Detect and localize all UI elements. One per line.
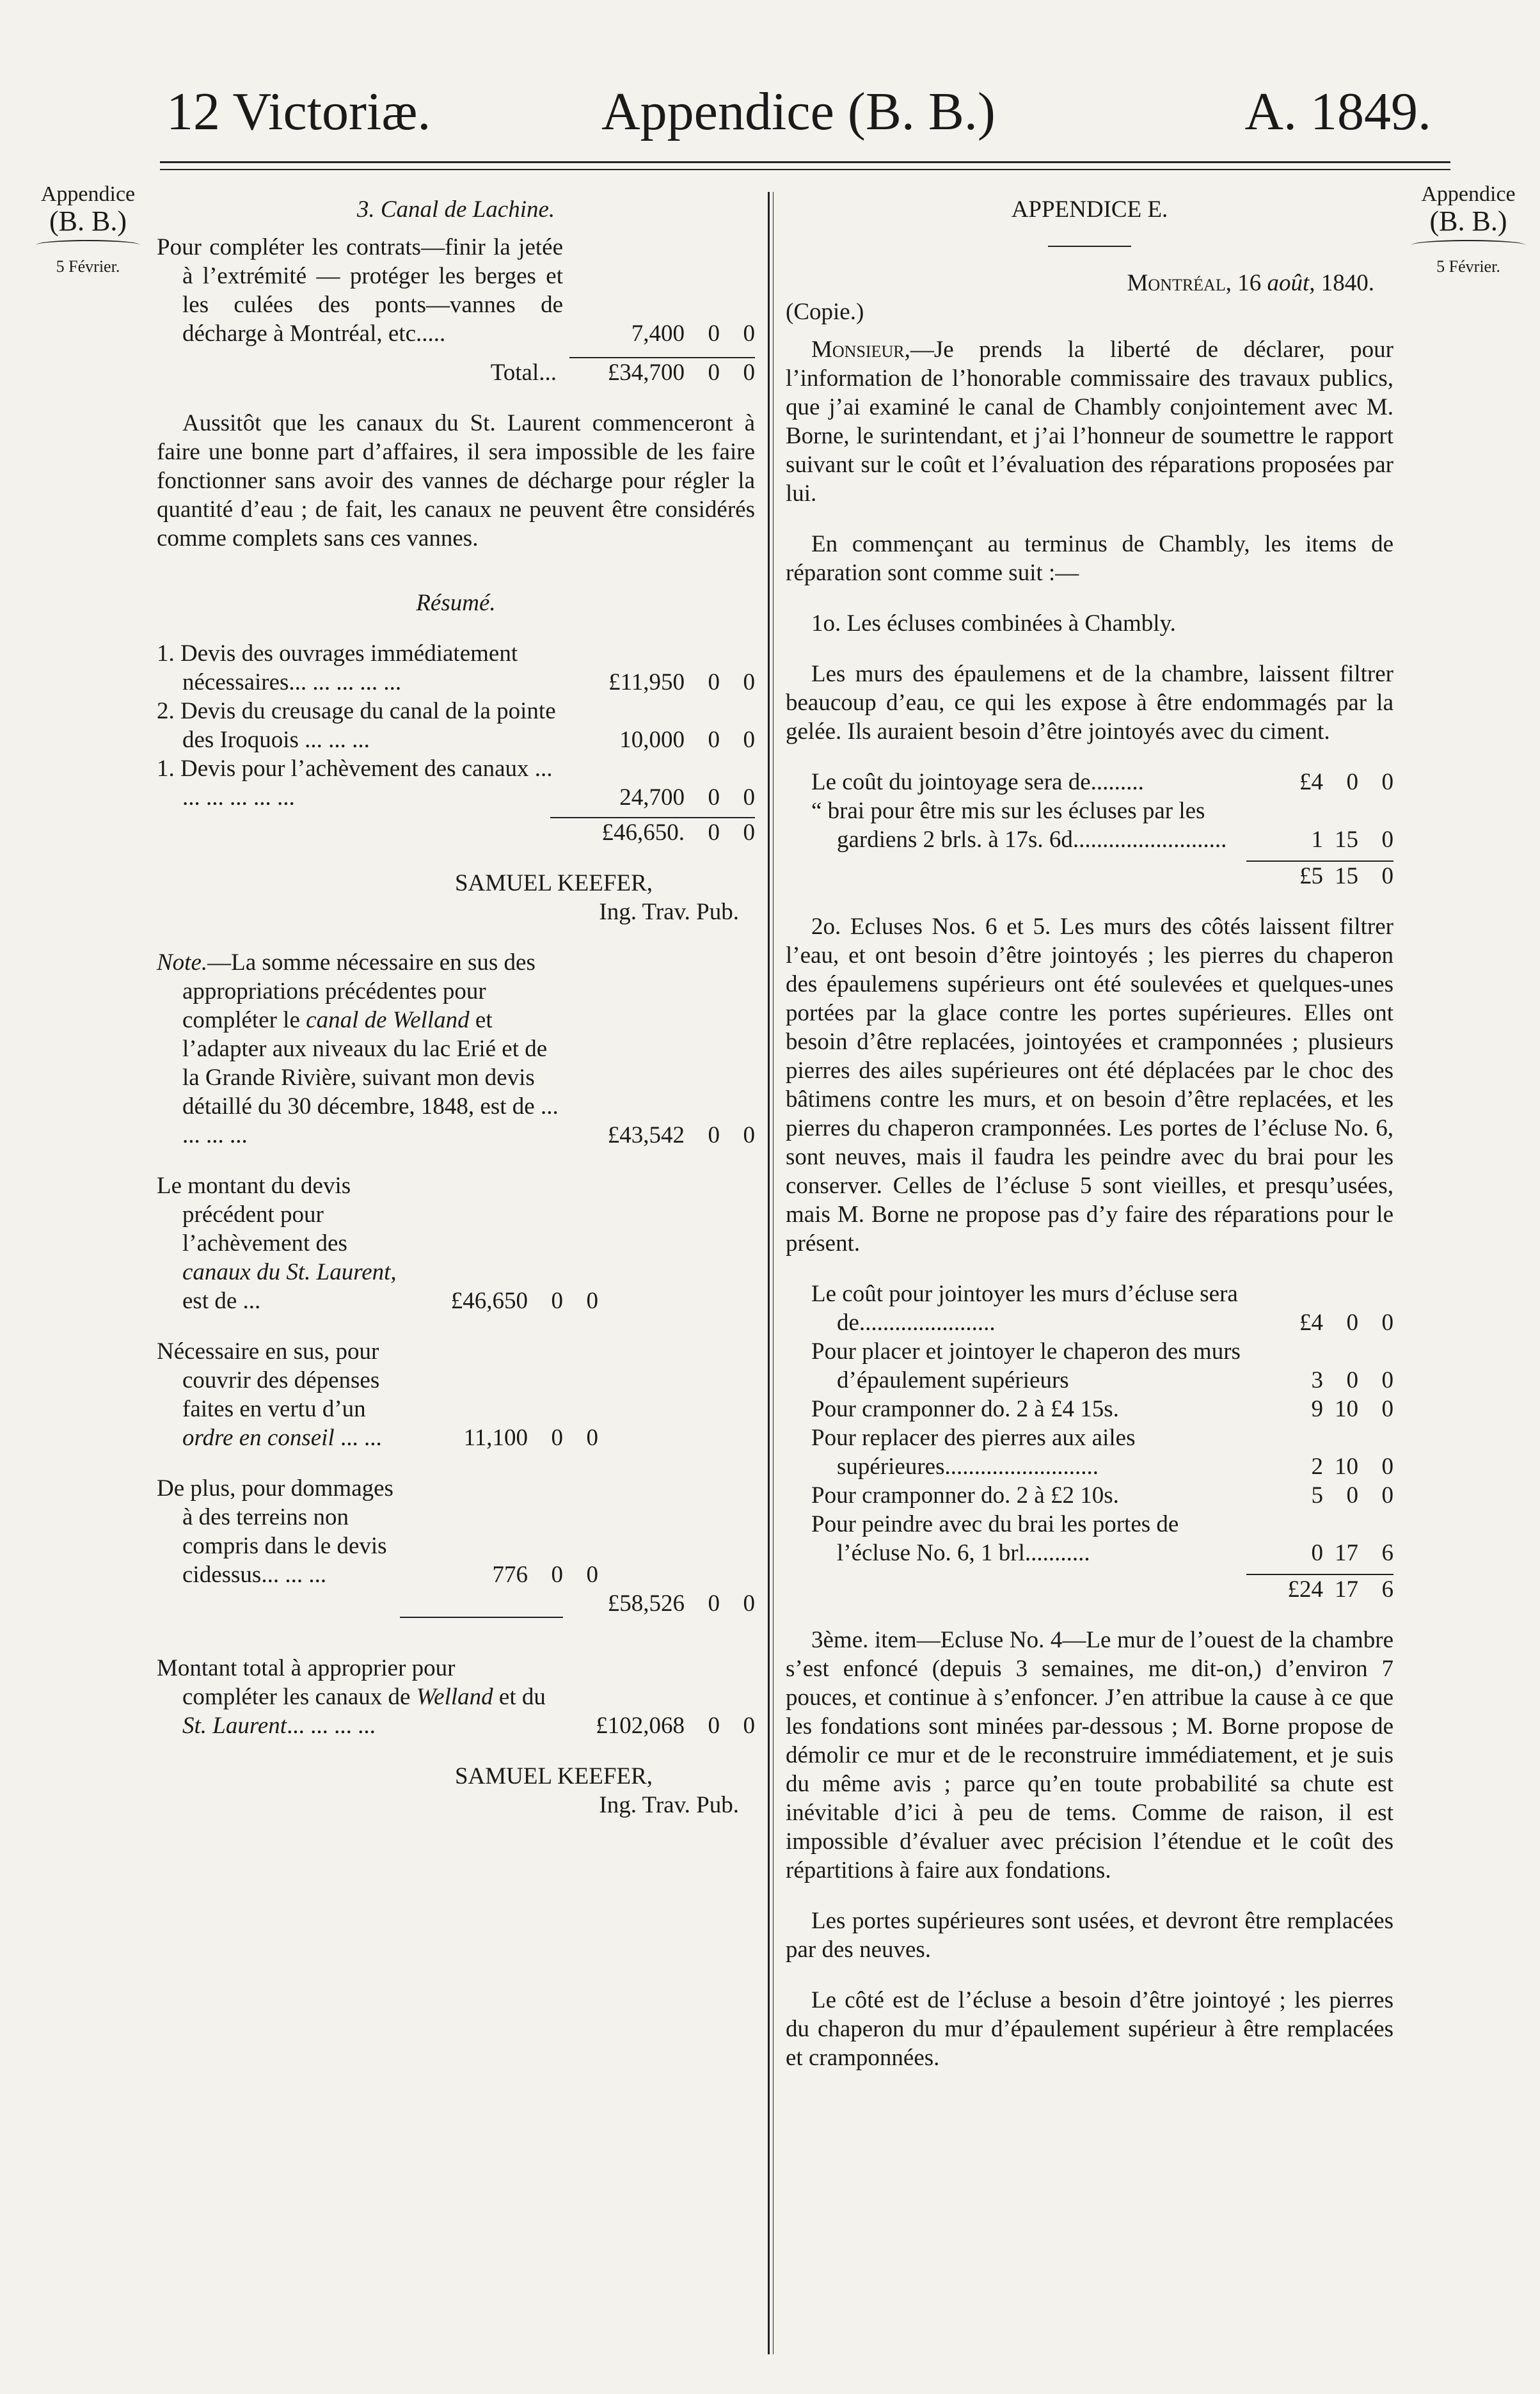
signature-title: Ing. Trav. Pub. bbox=[599, 899, 739, 925]
necessaire-row bbox=[157, 1337, 598, 1452]
header-left: 12 Victoriæ. bbox=[166, 82, 431, 141]
intro-paragraph bbox=[786, 335, 1393, 508]
salutation: Monsieur, bbox=[811, 337, 910, 363]
cost-text: Pour replacer des pierres aux ailes supérieures.......................... bbox=[811, 1425, 1136, 1480]
amount-l: £4 bbox=[1299, 1310, 1323, 1336]
amount-d: 6 bbox=[1381, 1540, 1393, 1566]
cost-text: “ brai pour être mis sur les écluses par les gardiens 2 brls. à 17s. 6d.......................... bbox=[811, 798, 1227, 853]
amount-d: 0 bbox=[1381, 1367, 1393, 1393]
montant-before: Le montant du devis précédent pour l’achèvement des bbox=[157, 1173, 351, 1256]
mt-middle: et du bbox=[493, 1684, 546, 1710]
nested-accounts bbox=[157, 1171, 598, 1589]
dateline-year: 1840. bbox=[1315, 270, 1374, 296]
resume-text: 1. Devis pour l’achèvement des canaux ... ... ... ... ... ... bbox=[157, 756, 553, 811]
cost-text: Pour placer et jointoyer le chaperon des murs d’épaulement supérieurs bbox=[811, 1338, 1241, 1393]
amount-d: 0 bbox=[1381, 1482, 1393, 1509]
item1-total-row bbox=[786, 862, 1393, 891]
necessaire-after: ... ... bbox=[334, 1425, 382, 1451]
amount-s: 17 bbox=[1335, 1540, 1358, 1566]
note-text bbox=[157, 948, 563, 1150]
resume-row bbox=[157, 697, 755, 754]
amount-l: 5 bbox=[1311, 1482, 1323, 1509]
amount-l: £5 bbox=[1299, 863, 1323, 889]
amount-d: 0 bbox=[1381, 827, 1393, 853]
amount-d: 0 bbox=[743, 669, 755, 695]
amount-l: £43,542 bbox=[607, 1122, 685, 1148]
total-row bbox=[157, 358, 755, 387]
header-center: Appendice (B. B.) bbox=[601, 82, 996, 141]
item2-paragraph: 2o. Ecluses Nos. 6 et 5. Les murs des côtés laissent filtrer l’eau, et ont besoin d’être jointoyés ; les pierres du chaperon des épaulemens supérieurs ont été soulevées et quelques-unes portées par la glace contre les portes supérieures. Elles ont besoin d’être replacées, jointoyées et cramponnées ; plusieurs pierres des ailes supérieures ont été déplacées par le choc des bâtimens contre les murs, et on besoin d’être replacées, et les pierres du chaperon cramponnées. Les portes de l’écluse No. 6, sont neuves, mais il faudra les peindre avec du brai pour les conserver. Celles de l’écluse 5 sont vieilles, et presqu’usées, mais M. Borne ne propose pas d’y faire des réparations pour le présent. bbox=[786, 914, 1393, 1256]
amount-l: 2 bbox=[1311, 1454, 1323, 1480]
necessaire-ordre: ordre en conseil bbox=[182, 1425, 335, 1451]
margin-right-line1: Appendice bbox=[1421, 182, 1516, 206]
mt-welland: Welland bbox=[416, 1684, 493, 1710]
note-text-after: et l’adapter aux niveaux du lac Erié et de la Grande Rivière, suivant mon devis détaillé du 30 décembre, 1848, est de ... ... ... ... bbox=[182, 1007, 559, 1148]
cost-row bbox=[786, 1395, 1393, 1423]
amount-s: 0 bbox=[1346, 1482, 1358, 1509]
item1-paragraph: Les murs des épaulemens et de la chambre, laissent filtrer beaucoup d’eau, ce qui les expose à être endommagés par la gelée. Ils auraient besoin d’être jointoyés avec du ciment. bbox=[786, 661, 1393, 745]
item2-total-row bbox=[786, 1575, 1393, 1604]
amount-d: 0 bbox=[743, 321, 755, 347]
resume-total-row bbox=[157, 818, 755, 847]
dateline bbox=[786, 269, 1393, 297]
amount-s: 0 bbox=[551, 1288, 563, 1314]
dateline-month: août, bbox=[1267, 270, 1315, 296]
note-canal: canal de Welland bbox=[306, 1007, 470, 1033]
cost-row bbox=[786, 797, 1393, 854]
lachine-item bbox=[157, 233, 755, 348]
intro-text: —Je prends la liberté de déclarer, pour l’information de l’honorable commissaire des travaux publics, que j’ai examiné le canal de Chambly conjointement avec M. Borne, le surintendant, et j’ai l’honneur de soumettre le rapport suivant sur le coût et l’évaluation des réparations proposées par lui. bbox=[786, 337, 1393, 507]
column-divider bbox=[768, 192, 770, 2354]
amount-l: 0 bbox=[1311, 1540, 1323, 1566]
amount-l: £46,650 bbox=[450, 1288, 528, 1314]
amount-s: 0 bbox=[708, 1713, 720, 1739]
margin-note-right bbox=[1408, 182, 1529, 276]
amount-d: 0 bbox=[586, 1562, 598, 1588]
commencant-paragraph: En commençant au terminus de Chambly, les items de réparation sont comme suit :— bbox=[786, 531, 1393, 586]
header-rule-thin bbox=[160, 169, 1450, 170]
amount-d: 0 bbox=[743, 360, 755, 386]
margin-left-brace bbox=[36, 240, 140, 250]
aussitot-paragraph: Aussitôt que les canaux du St. Laurent commenceront à faire une bonne part d’affaires, il sera impossible de les faire fonctionner sans avoir des vannes de décharge pour régler la quantité d’eau ; de fait, les canaux ne peuvent être considérés comme complets sans ces vannes. bbox=[157, 410, 755, 551]
amount-s: 0 bbox=[708, 321, 720, 347]
portes-paragraph: Les portes supérieures sont usées, et devront être remplacées par des neuves. bbox=[786, 1908, 1393, 1963]
item3-paragraph: 3ème. item—Ecluse No. 4—Le mur de l’ouest de la chambre s’est enfoncé (depuis 3 semaines, me dit-on,) d’environ 7 pouces, et continue à s’enfoncer. J’en attribue la cause à ce que les fondations sont minées par-dessous ; M. Borne propose de démolir ce mur et de le reconstruire immédiatement, et je suis du même avis ; parce qu’en toute probabilité sa chute est inévitable d’ici à peu de tems. Comme de raison, il est impossible d’évaluer avec précision l’étendue et le coût des répartitions à faire aux fondations. bbox=[786, 1627, 1393, 1883]
amount-s: 0 bbox=[708, 669, 720, 695]
amount-d: 6 bbox=[1381, 1576, 1393, 1603]
amount-l: 9 bbox=[1311, 1396, 1323, 1422]
cost-text: Pour cramponner do. 2 à £2 10s. bbox=[811, 1482, 1119, 1509]
cost-row bbox=[786, 1337, 1393, 1395]
amount-l: 3 bbox=[1311, 1367, 1323, 1393]
necessaire-before: Nécessaire en sus, pour couvrir des dépenses faites en vertu d’un bbox=[157, 1338, 380, 1422]
montant-total-text bbox=[157, 1654, 550, 1740]
amount-d: 0 bbox=[1381, 1454, 1393, 1480]
cost-text: Le coût du jointoyage sera de......... bbox=[811, 769, 1144, 795]
amount-l: 1 bbox=[1311, 827, 1323, 853]
de-plus-text: De plus, pour dommages à des terreins non compris dans le devis cidessus... ... ... bbox=[157, 1475, 393, 1588]
margin-left-line1: Appendice bbox=[40, 182, 136, 206]
cost-text: Pour cramponner do. 2 à £4 15s. bbox=[811, 1396, 1119, 1422]
montant-text bbox=[157, 1171, 406, 1315]
de-plus-row bbox=[157, 1474, 598, 1589]
amount-l: £34,700 bbox=[607, 360, 685, 386]
mt-laurent: St. Laurent bbox=[182, 1713, 287, 1739]
cost-row bbox=[786, 768, 1393, 797]
amount-s: 0 bbox=[708, 784, 720, 811]
cost-row bbox=[786, 1280, 1393, 1337]
margin-left-date: 5 Février. bbox=[56, 257, 120, 276]
amount-s: 0 bbox=[708, 727, 720, 753]
total-label: Total... bbox=[490, 360, 557, 386]
amount-s: 0 bbox=[1346, 1310, 1358, 1336]
amount-l: £4 bbox=[1299, 769, 1323, 795]
amount-l: £58,526 bbox=[607, 1590, 685, 1617]
column-divider-thin bbox=[773, 192, 774, 2354]
amount-s: 0 bbox=[551, 1562, 563, 1588]
amount-s: 0 bbox=[551, 1425, 563, 1451]
note-text-before: —La somme nécessaire en sus des appropriations précédentes pour compléter le bbox=[182, 949, 536, 1033]
signature-name: SAMUEL KEEFER, bbox=[454, 1763, 653, 1789]
amount-s: 15 bbox=[1335, 827, 1358, 853]
amount-d: 0 bbox=[1381, 769, 1393, 795]
dateline-place: Montréal, bbox=[1127, 270, 1232, 296]
left-column bbox=[157, 195, 755, 1819]
copie: (Copie.) bbox=[786, 299, 864, 325]
amount-d: 0 bbox=[743, 727, 755, 753]
cote-paragraph: Le côté est de l’écluse a besoin d’être jointoyé ; les pierres du chaperon du mur d’épaulement supérieur à être remplacées et cramponnées. bbox=[786, 1987, 1393, 2071]
cost-text: Le coût pour jointoyer les murs d’écluse sera de....................... bbox=[811, 1281, 1238, 1336]
cost-row bbox=[786, 1423, 1393, 1481]
cost-row bbox=[786, 1510, 1393, 1567]
amount-d: 0 bbox=[743, 1590, 755, 1617]
montant-canal: canaux du St. Laurent, bbox=[182, 1259, 397, 1285]
montant-total-row bbox=[157, 1654, 755, 1740]
amount-l: 10,000 bbox=[619, 727, 685, 753]
running-header bbox=[154, 77, 1431, 147]
mt-after: ... ... ... ... bbox=[287, 1713, 376, 1739]
amount-d: 0 bbox=[586, 1425, 598, 1451]
amount-d: 0 bbox=[1381, 1310, 1393, 1336]
amount-l: £24 bbox=[1287, 1576, 1323, 1603]
amount-d: 0 bbox=[743, 1713, 755, 1739]
amount-s: 10 bbox=[1335, 1454, 1358, 1480]
header-rule bbox=[160, 161, 1450, 163]
montant-row bbox=[157, 1171, 598, 1315]
amount-d: 0 bbox=[586, 1288, 598, 1314]
resume-title: Résumé. bbox=[416, 590, 496, 616]
montant-after: est de ... bbox=[182, 1288, 261, 1314]
resume-row bbox=[157, 639, 755, 697]
amount-l: 24,700 bbox=[619, 784, 685, 811]
signature-name: SAMUEL KEEFER, bbox=[454, 870, 653, 896]
dateline-day: 16 bbox=[1231, 270, 1267, 296]
amount-d: 0 bbox=[743, 820, 755, 846]
amount-d: 0 bbox=[743, 1122, 755, 1148]
necessaire-text bbox=[157, 1337, 406, 1452]
amount-d: 0 bbox=[743, 784, 755, 811]
amount-s: 10 bbox=[1335, 1396, 1358, 1422]
amount-l: £46,650. bbox=[601, 820, 685, 846]
amount-s: 0 bbox=[708, 1590, 720, 1617]
cost-row bbox=[786, 1481, 1393, 1510]
amount-s: 0 bbox=[708, 820, 720, 846]
amount-l: £102,068 bbox=[596, 1713, 685, 1739]
amount-l: 11,100 bbox=[463, 1425, 528, 1451]
amount-l: 7,400 bbox=[631, 321, 685, 347]
amount-s: 0 bbox=[708, 1122, 720, 1148]
item1-title: 1o. Les écluses combinées à Chambly. bbox=[811, 610, 1176, 637]
mt-before: Montant total à approprier pour compléter les canaux de bbox=[157, 1655, 456, 1710]
resume-text: 2. Devis du creusage du canal de la pointe des Iroquois ... ... ... bbox=[157, 698, 556, 753]
amount-d: 0 bbox=[1381, 1396, 1393, 1422]
right-column bbox=[786, 195, 1393, 2072]
amount-s: 0 bbox=[1346, 769, 1358, 795]
resume-text: 1. Devis des ouvrages immédiatement nécessaires... ... ... ... ... bbox=[157, 640, 518, 695]
appendix-title: APPENDICE E. bbox=[1011, 196, 1168, 223]
subtotal-row bbox=[157, 1589, 755, 1618]
lachine-item-text: Pour compléter les contrats—finir la jetée à l’extrémité — protéger les berges et les culées des ponts—vannes de décharge à Montréal, etc..... bbox=[157, 234, 563, 347]
margin-right-line2: (B. B.) bbox=[1429, 205, 1507, 237]
note-row bbox=[157, 948, 755, 1150]
amount-l: £11,950 bbox=[608, 669, 685, 695]
amount-s: 17 bbox=[1335, 1576, 1358, 1603]
margin-right-date: 5 Février. bbox=[1436, 257, 1500, 276]
section-title: 3. Canal de Lachine. bbox=[356, 196, 555, 223]
amount-s: 0 bbox=[1346, 1367, 1358, 1393]
margin-left-line2: (B. B.) bbox=[49, 205, 127, 237]
margin-note-left bbox=[32, 182, 144, 276]
resume-row bbox=[157, 754, 755, 812]
margin-right-brace bbox=[1411, 240, 1525, 250]
note-label: Note. bbox=[157, 949, 208, 976]
header-right: A. 1849. bbox=[1244, 82, 1431, 141]
amount-d: 0 bbox=[1381, 863, 1393, 889]
amount-l: 776 bbox=[492, 1562, 528, 1588]
amount-s: 0 bbox=[708, 360, 720, 386]
cost-text: Pour peindre avec du brai les portes de l’écluse No. 6, 1 brl........... bbox=[811, 1511, 1179, 1566]
signature-title: Ing. Trav. Pub. bbox=[599, 1792, 739, 1818]
amount-s: 15 bbox=[1335, 863, 1358, 889]
